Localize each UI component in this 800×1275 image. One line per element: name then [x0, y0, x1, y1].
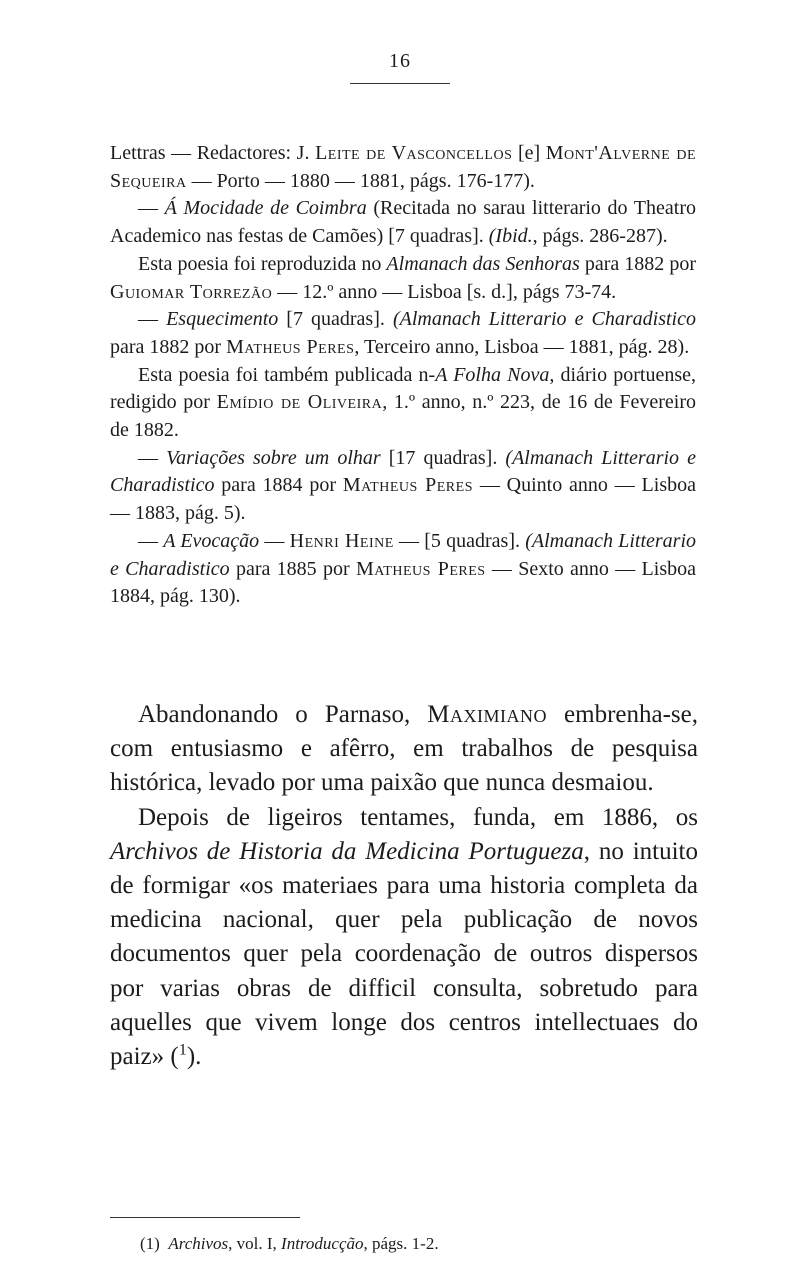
bibliography-entry-esquecimento [110, 306, 696, 361]
author-name: Leite de Vasconcellos [315, 142, 513, 164]
bibliography-entry-lettras [110, 140, 696, 195]
source-title: (Almanach Litterario e Charadistico [110, 529, 697, 580]
source-title: (Ibid. [488, 225, 533, 248]
body-text [110, 698, 698, 1074]
author-name: Matheus Peres [342, 474, 473, 497]
body-paragraph-archivos [110, 801, 698, 1075]
author-name: Maximiano [427, 701, 547, 728]
entry-text: — [259, 529, 290, 552]
footnote-rule [110, 1217, 300, 1218]
poem-title: Á Mocidade de Coimbra [164, 197, 367, 220]
source-title: Almanach das Senhoras [386, 252, 580, 275]
paragraph-text: , no intuito de formigar «os materiaes para uma historia completa da medicina nacional, quer pela publicação de novos documentos quer pela coordenação de outros dispersos por varias obras de difficil consulta, sobretudo para aquelles que vivem longe dos centros intellectuaes do paiz» ( [110, 837, 698, 1071]
bibliography-note-folha-nova [110, 362, 696, 445]
entry-text: — [138, 197, 165, 220]
footnote-section-title: Introducção [281, 1234, 364, 1253]
paragraph-text: Depois de ligeiros tentames, funda, em 1886, os [138, 803, 698, 831]
page-number-rule [350, 83, 450, 84]
footnote-text: , págs. 1-2. [363, 1234, 439, 1253]
paragraph-text: embrenha-se, com entusiasmo e afêrro, em trabalhos de pesquisa histórica, levado por uma paixão que nunca desmaiou. [110, 701, 698, 797]
bibliography-entry-variacoes [110, 445, 696, 528]
author-name: Matheus Peres [226, 335, 355, 358]
footnote-text: , vol. I, [228, 1234, 282, 1253]
author-name: Matheus Peres [355, 557, 486, 580]
source-title: (Almanach Litterario e Charadistico [392, 308, 696, 331]
source-title: A Folha Nova [435, 363, 550, 386]
entry-text: [17 quadras]. [380, 446, 506, 469]
bibliography-list [110, 140, 696, 611]
entry-text: (Recitada no sarau litterario do Theatro Academico nas festas de Camões) [7 quadras]. [110, 197, 696, 248]
entry-text: [7 quadras]. [278, 308, 393, 331]
entry-text: [e] [512, 142, 546, 164]
entry-text: para 1882 por [579, 252, 696, 275]
entry-text: , diário portuense, redigido por [110, 363, 696, 414]
author-name: Guiomar Torrezão [110, 280, 273, 303]
author-name: Emídio de Oliveira [216, 391, 383, 414]
poem-title: Esquecimento [166, 308, 279, 331]
entry-text: — [138, 308, 167, 331]
entry-text: — [5 quadras]. [393, 529, 526, 552]
entry-text: — Quinto anno — Lisboa — 1883, pág. 5). [110, 474, 696, 525]
bibliography-entry-evocacao [110, 528, 696, 611]
entry-text: , 1.º anno, n.º 223, de 16 de Fevereiro de 1882. [110, 391, 697, 442]
footnote-reference[interactable]: 1 [178, 1040, 187, 1059]
footnote-source-title: Archivos [168, 1234, 229, 1253]
bibliography-entry-mocidade [110, 195, 696, 250]
entry-text: — [138, 446, 167, 469]
author-name: Henri Heine [289, 529, 394, 552]
poem-title: Variações sobre um olhar [166, 446, 381, 469]
entry-text: Lettras — Redactores: J. [110, 142, 316, 164]
entry-text: para 1884 por [214, 474, 343, 497]
entry-text: — 12.º anno — Lisboa [s. d.], págs 73-74. [272, 280, 617, 303]
body-paragraph-parnaso [110, 698, 698, 801]
paragraph-text: Abandonando o Parnaso, [138, 701, 428, 728]
entry-text: — [138, 529, 164, 552]
entry-text: para 1885 por [229, 557, 356, 580]
entry-text: Esta poesia foi reproduzida no [138, 252, 387, 275]
entry-text: , Terceiro anno, Lisboa — 1881, pág. 28). [354, 335, 690, 358]
source-title: (Almanach Litterario e Charadistico [110, 446, 696, 497]
poem-title: A Evocação [163, 529, 260, 552]
page-number: 16 [389, 50, 411, 72]
entry-text: , págs. 286-287). [532, 225, 668, 248]
entry-text: — Porto — 1880 — 1881, págs. 176-177). [186, 169, 535, 192]
paragraph-text: ). [186, 1043, 202, 1071]
entry-text: Esta poesia foi também publicada n- [138, 363, 436, 386]
journal-title: Archivos de Historia da Medicina Portugueza [110, 837, 584, 865]
bibliography-note-almanach-senhoras [110, 251, 696, 306]
entry-text: — Sexto anno — Lisboa 1884, pág. 130). [110, 557, 696, 608]
author-name: Mont'Alverne de Sequeira [110, 142, 697, 192]
entry-text: para 1882 por [110, 335, 227, 358]
footnote-mark: (1) [140, 1234, 160, 1253]
footnote [140, 1233, 660, 1255]
